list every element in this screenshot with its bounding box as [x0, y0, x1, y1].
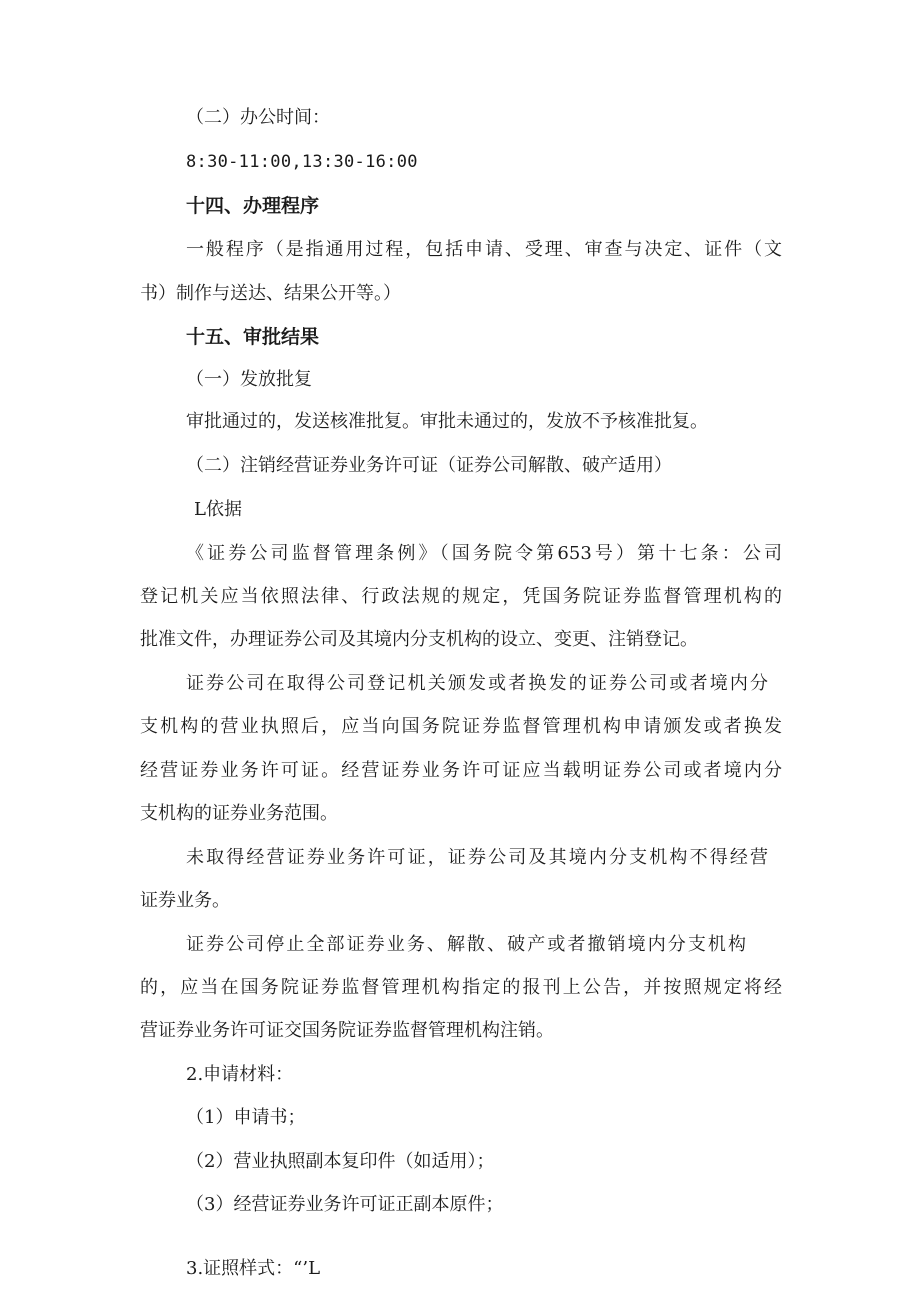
basis-p1-line-3: 批准文件，办理证券公司及其境内分支机构的设立、变更、注销登记。 [140, 629, 698, 650]
basis-p3-line-2: 证券业务。 [140, 890, 230, 911]
section-14-body-line-2: 书）制作与送达、结果公开等。） [140, 283, 401, 304]
basis-p4-line-2: 的，应当在国务院证券监督管理机构指定的报刊上公告，并按照规定将经 [140, 977, 782, 998]
basis-label: L依据 [194, 499, 242, 520]
basis-p4-line-1: 证券公司停止全部证券业务、解散、破产或者撤销境内分支机构 [186, 934, 746, 955]
material-item-3: （3）经营证券业务许可证正副本原件； [186, 1194, 504, 1215]
office-hours-label: （二）办公时间： [186, 107, 330, 128]
license-sample-label: 3.证照样式：“’L [186, 1258, 321, 1279]
subsection-issue-approval-body: 审批通过的，发送核准批复。审批未通过的，发放不予核准批复。 [186, 411, 708, 432]
subsection-issue-approval-title: （一）发放批复 [186, 369, 312, 390]
material-item-2: （2）营业执照副本复印件（如适用）； [186, 1151, 495, 1172]
subsection-cancel-license-title: （二）注销经营证券业务许可证（证券公司解散、破产适用） [186, 455, 672, 476]
material-item-1: （1）申请书； [186, 1107, 306, 1128]
materials-label: 2.申请材料： [186, 1064, 294, 1085]
section-14-heading: 十四、办理程序 [186, 195, 320, 217]
basis-p1-line-1: 《证券公司监督管理条例》（国务院令第653号）第十七条：公司 [186, 543, 782, 564]
basis-p2-line-1: 证券公司在取得公司登记机关颁发或者换发的证券公司或者境内分 [186, 673, 768, 694]
basis-p1-line-2: 登记机关应当依照法律、行政法规的规定，凭国务院证券监督管理机构的 [140, 586, 782, 607]
basis-p2-line-3: 经营证券业务许可证。经营证券业务许可证应当载明证券公司或者境内分 [140, 760, 782, 781]
basis-p3-line-1: 未取得经营证券业务许可证，证券公司及其境内分支机构不得经营 [186, 847, 768, 868]
section-15-heading: 十五、审批结果 [186, 326, 320, 348]
section-14-body-line-1: 一般程序（是指通用过程，包括申请、受理、审查与决定、证件（文 [186, 239, 782, 260]
basis-p4-line-3: 营证券业务许可证交国务院证券监督管理机构注销。 [140, 1020, 554, 1041]
office-hours-value: 8:30-11:00,13:30-16:00 [186, 152, 418, 172]
basis-p2-line-4: 支机构的证券业务范围。 [140, 803, 338, 824]
basis-p2-line-2: 支机构的营业执照后，应当向国务院证券监督管理机构申请颁发或者换发 [140, 716, 782, 737]
